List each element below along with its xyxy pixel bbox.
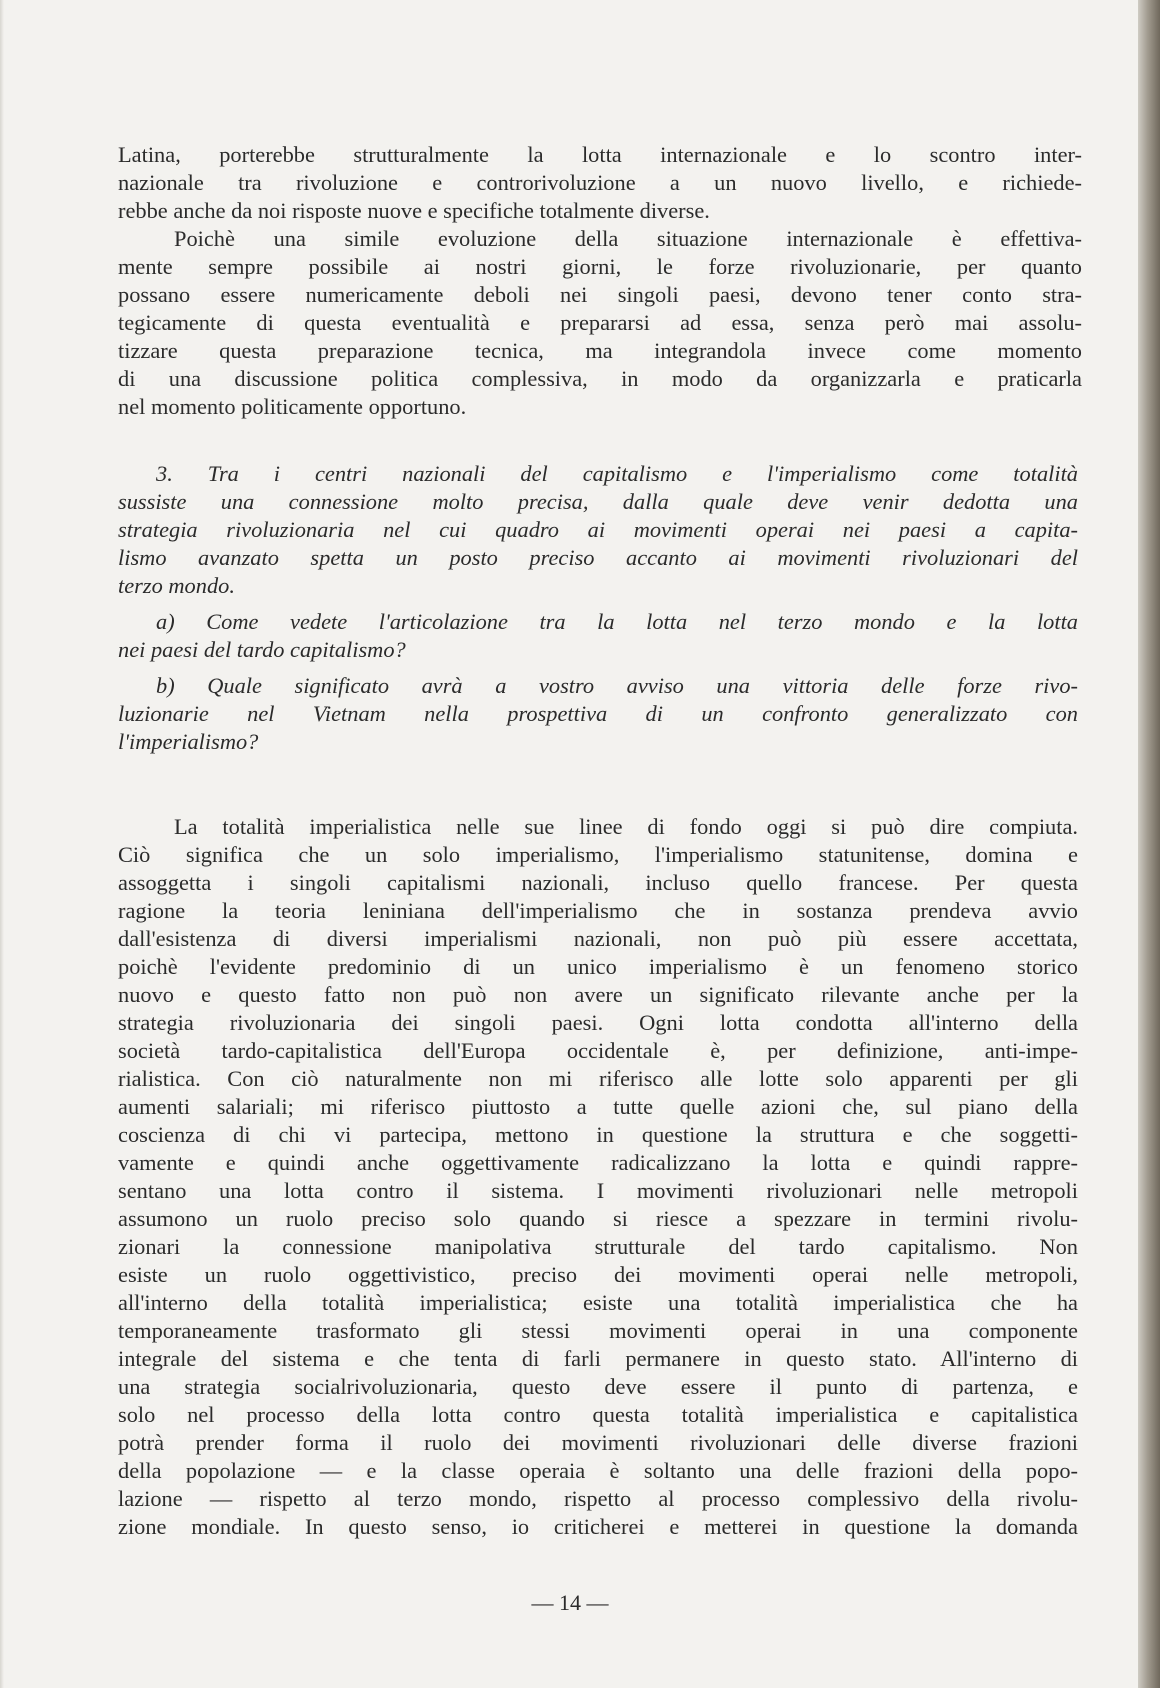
intro-line: tizzare questa preparazione tecnica, ma integrandola invece come momento	[118, 338, 1082, 363]
intro-line: Poichè una simile evoluzione della situazione internazionale è effettiva-	[174, 226, 1082, 251]
answer-line: potrà prender forma il ruolo dei movimenti rivoluzionari delle diverse frazioni	[118, 1430, 1078, 1455]
answer-line: sentano una lotta contro il sistema. I movimenti rivoluzionari nelle metropoli	[118, 1178, 1078, 1203]
answer-line: vamente e quindi anche oggettivamente radicalizzano la lotta e quindi rappre-	[118, 1150, 1078, 1175]
intro-line: mente sempre possibile ai nostri giorni, le forze rivoluzionarie, per quanto	[118, 254, 1082, 279]
intro-line: nel momento politicamente opportuno.	[118, 394, 467, 419]
answer-line: aumenti salariali; mi riferisco piuttosto a tutte quelle azioni che, sul piano della	[118, 1094, 1078, 1119]
answer-line: Ciò significa che un solo imperialismo, l'imperialismo statunitense, domina e	[118, 842, 1078, 867]
answer-line: società tardo-capitalistica dell'Europa occidentale è, per definizione, anti-impe-	[118, 1038, 1078, 1063]
question-line: nei paesi del tardo capitalismo?	[118, 637, 406, 662]
answer-line: solo nel processo della lotta contro questa totalità imperialistica e capitalistica	[118, 1402, 1078, 1427]
question-line: a) Come vedete l'articolazione tra la lotta nel terzo mondo e la lotta	[156, 609, 1078, 634]
answer-line: zionari la connessione manipolativa strutturale del tardo capitalismo. Non	[118, 1234, 1078, 1259]
intro-line: Latina, porterebbe strutturalmente la lotta internazionale e lo scontro inter-	[118, 142, 1082, 167]
intro-line: di una discussione politica complessiva, in modo da organizzarla e praticarla	[118, 366, 1082, 391]
answer-line: dall'esistenza di diversi imperialismi nazionali, non può più essere accettata,	[118, 926, 1078, 951]
answer-line: della popolazione — e la classe operaia è soltanto una delle frazioni della popo-	[118, 1458, 1078, 1483]
page-left-edge	[0, 0, 4, 1688]
intro-line: possano essere numericamente deboli nei singoli paesi, devono tener conto stra-	[118, 282, 1082, 307]
answer-line: lazione — rispetto al terzo mondo, rispetto al processo complessivo della rivolu-	[118, 1486, 1078, 1511]
answer-line: La totalità imperialistica nelle sue linee di fondo oggi si può dire compiuta.	[174, 814, 1078, 839]
question-line: 3. Tra i centri nazionali del capitalismo e l'imperialismo come totalità	[156, 461, 1078, 486]
answer-line: assoggetta i singoli capitalismi nazionali, incluso quello francese. Per questa	[118, 870, 1078, 895]
answer-line: assumono un ruolo preciso solo quando si riesce a spezzare in termini rivolu-	[118, 1206, 1078, 1231]
question-line: lismo avanzato spetta un posto preciso accanto ai movimenti rivoluzionari del	[118, 545, 1078, 570]
question-line: l'imperialismo?	[118, 729, 259, 754]
answer-line: esiste un ruolo oggettivistico, preciso dei movimenti operai nelle metropoli,	[118, 1262, 1078, 1287]
answer-line: coscienza di chi vi partecipa, mettono in questione la struttura e che soggetti-	[118, 1122, 1078, 1147]
answer-line: all'interno della totalità imperialistica; esiste una totalità imperialistica che ha	[118, 1290, 1078, 1315]
interview-answer	[118, 813, 1078, 1541]
answer-line: nuovo e questo fatto non può non avere un significato rilevante anche per la	[118, 982, 1078, 1007]
page-binding-edge	[1138, 0, 1160, 1688]
answer-line: temporaneamente trasformato gli stessi movimenti operai in una componente	[118, 1318, 1078, 1343]
answer-line: poichè l'evidente predominio di un unico imperialismo è un fenomeno storico	[118, 954, 1078, 979]
answer-line: strategia rivoluzionaria dei singoli paesi. Ogni lotta condotta all'interno della	[118, 1010, 1078, 1035]
question-line: sussiste una connessione molto precisa, dalla quale deve venir dedotta una	[118, 489, 1078, 514]
intro-paragraph	[118, 141, 1082, 421]
question-line: terzo mondo.	[118, 573, 235, 598]
intro-line: nazionale tra rivoluzione e controrivoluzione a un nuovo livello, e richiede-	[118, 170, 1082, 195]
question-line: b) Quale significato avrà a vostro avviso una vittoria delle forze rivo-	[156, 673, 1078, 698]
interview-question	[118, 460, 1078, 756]
answer-line: rialistica. Con ciò naturalmente non mi riferisco alle lotte solo apparenti per gli	[118, 1066, 1078, 1091]
question-line: luzionarie nel Vietnam nella prospettiva di un confronto generalizzato con	[118, 701, 1078, 726]
intro-line: rebbe anche da noi risposte nuove e specifiche totalmente diverse.	[118, 198, 710, 223]
page-number: — 14 —	[531, 1590, 609, 1615]
answer-line: zione mondiale. In questo senso, io criticherei e metterei in questione la domanda	[118, 1514, 1078, 1539]
answer-line: una strategia socialrivoluzionaria, questo deve essere il punto di partenza, e	[118, 1374, 1078, 1399]
answer-line: ragione la teoria leniniana dell'imperialismo che in sostanza prendeva avvio	[118, 898, 1078, 923]
question-line: strategia rivoluzionaria nel cui quadro ai movimenti operai nei paesi a capita-	[118, 517, 1078, 542]
answer-line: integrale del sistema e che tenta di farli permanere in questo stato. All'interno di	[118, 1346, 1078, 1371]
intro-line: tegicamente di questa eventualità e prepararsi ad essa, senza però mai assolu-	[118, 310, 1082, 335]
